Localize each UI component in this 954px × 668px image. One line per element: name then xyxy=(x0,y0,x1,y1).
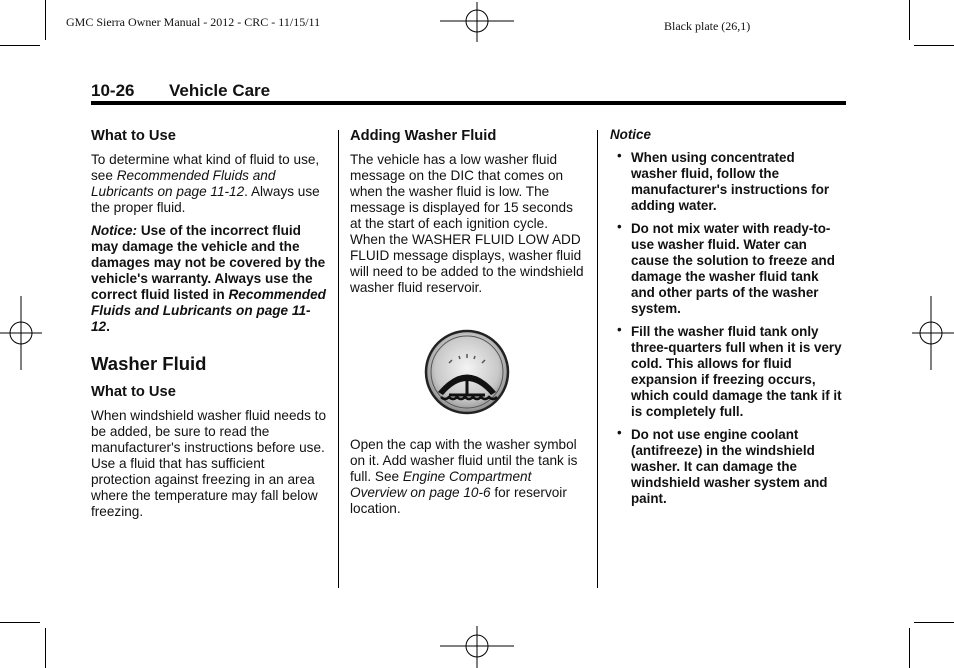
column-divider xyxy=(597,130,598,588)
cross-reference: Recommended Fluids and Lubricants on page 11-12 xyxy=(91,168,276,199)
cross-reference: Recommended Fluids and Lubricants on page 11-12 xyxy=(91,287,326,334)
list-item: • Fill the washer fluid tank only three-quarters full when it is very cold. This allows for fluid expansion if freezing occurs, which could damage the tank if it is completely full. xyxy=(617,322,842,419)
registration-mark-bottom xyxy=(440,626,514,668)
notice-list xyxy=(610,150,844,507)
registration-mark-top xyxy=(440,2,514,44)
running-header xyxy=(91,81,271,101)
bullet-icon: • xyxy=(617,425,622,440)
registration-mark-left xyxy=(0,296,42,370)
paragraph: The vehicle has a low washer fluid message on the DIC that comes on when the washer fluid is low. The message is displayed for 15 seconds at the start of each ignition cycle. When the WASHER FLUID LOW ADD FLUID message displays, washer fluid will need to be added to the windshield washer fluid reservoir. xyxy=(350,152,584,295)
paragraph: Open the cap with the washer symbol on it. Add washer fluid until the tank is full. See Engine Compartment Overview on page 10-6 for reservoir location. xyxy=(350,437,578,516)
slug-right: Black plate (26,1) xyxy=(664,19,751,33)
heading-what-to-use: What to Use xyxy=(91,128,176,144)
cross-reference: Engine Compartment Overview on page 10-6 xyxy=(350,469,532,500)
bullet-icon: • xyxy=(617,148,622,163)
notice-label: Notice xyxy=(610,127,651,142)
crop-mark xyxy=(0,45,40,46)
heading-washer-fluid: Washer Fluid xyxy=(91,353,207,374)
page-number: 10-26 xyxy=(91,81,135,100)
crop-mark xyxy=(909,628,910,668)
crop-mark xyxy=(45,628,46,668)
bullet-icon: • xyxy=(617,322,622,337)
paragraph: To determine what kind of fluid to use, see Recommended Fluids and Lubricants on page 11-12. Always use the proper fluid. xyxy=(91,152,320,215)
heading-adding-washer-fluid: Adding Washer Fluid xyxy=(350,128,497,144)
crop-mark xyxy=(909,0,910,40)
list-item: • Do not use engine coolant (antifreeze) in the windshield washer. It can damage the windshield washer system and paint. xyxy=(617,425,828,506)
column-divider xyxy=(338,130,339,588)
heading-what-to-use-2: What to Use xyxy=(91,384,176,400)
crop-mark xyxy=(914,45,954,46)
paragraph: When windshield washer fluid needs to be added, be sure to read the manufacturer's instructions before use. Use a fluid that has sufficient protection against freezing in an area where the temperature may fall below freezing. xyxy=(91,408,327,519)
list-item: • When using concentrated washer fluid, follow the manufacturer's instructions for adding water. xyxy=(617,148,830,213)
washer-fluid-symbol-icon xyxy=(424,329,510,415)
crop-mark xyxy=(0,622,40,623)
column-2 xyxy=(350,127,584,524)
registration-mark-right xyxy=(912,296,954,370)
crop-mark xyxy=(45,0,46,40)
crop-mark xyxy=(914,622,954,623)
slug-left: GMC Sierra Owner Manual - 2012 - CRC - 11/15/11 xyxy=(66,15,321,29)
notice-label: Notice: xyxy=(91,223,138,238)
section-title: Vehicle Care xyxy=(169,81,271,100)
column-3 xyxy=(610,127,844,514)
notice-paragraph: Notice: Use of the incorrect fluid may damage the vehicle and the damages may not be covered by the vehicle's warranty. Always use the correct fluid listed in Recommended Fluids and Lubricants on page 11-12. xyxy=(91,223,326,334)
list-item: • Do not mix water with ready-to-use washer fluid. Water can cause the solution to freeze and damage the washer fluid tank and other parts of the washer system. xyxy=(617,219,835,316)
header-rule xyxy=(91,101,846,105)
column-1 xyxy=(91,127,328,527)
bullet-icon: • xyxy=(617,219,622,234)
